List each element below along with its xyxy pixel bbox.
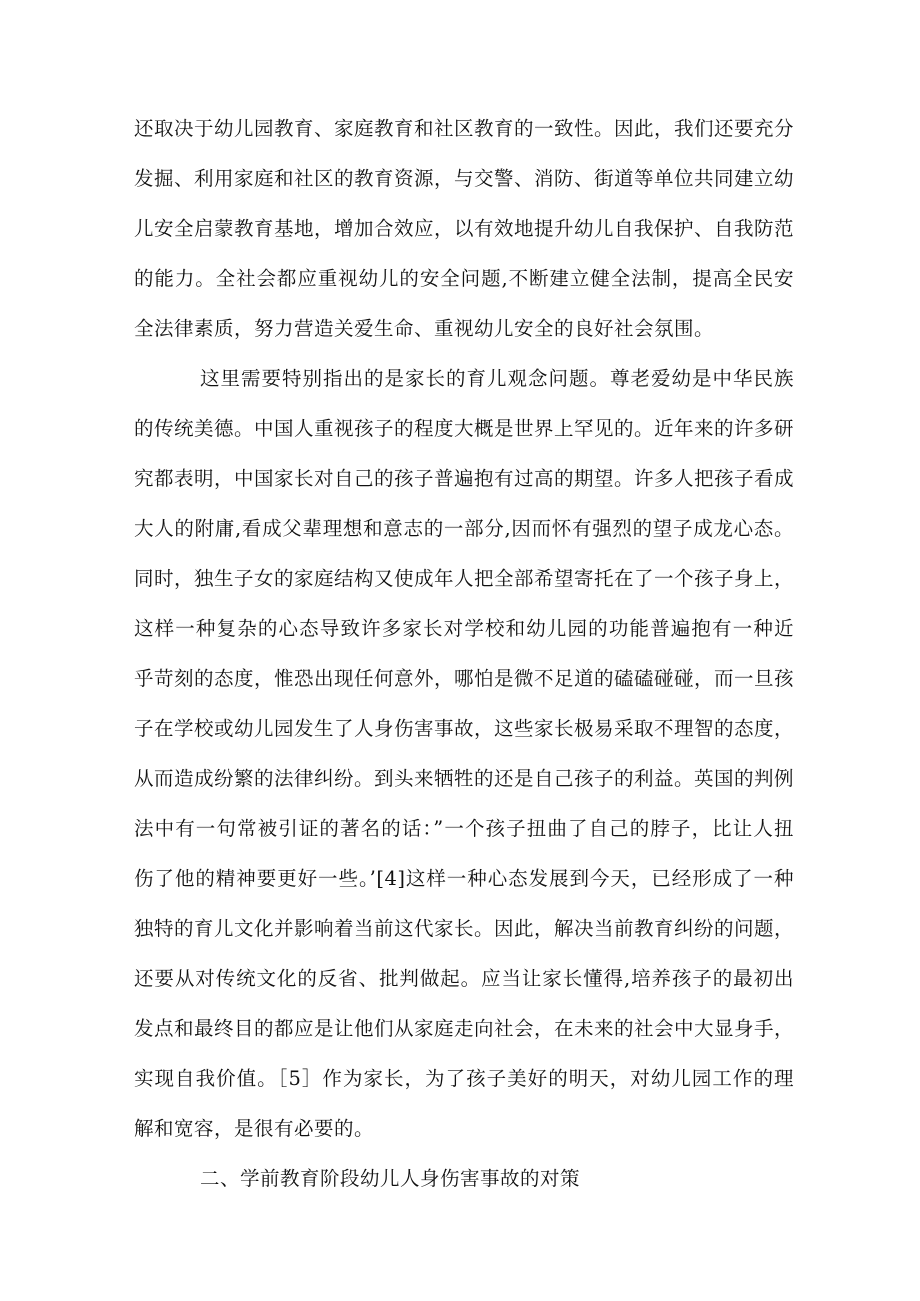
paragraph-line: 这里需要特别指出的是家长的育儿观念问题。尊老爱幼是中华民族: [200, 367, 794, 390]
paragraph-line: 发掘、利用家庭和社区的教育资源，与交警、消防、街道等单位共同建立幼: [134, 167, 795, 190]
paragraph-line: 的能力。全社会都应重视幼儿的安全问题,不断建立健全法制，提高全民安: [134, 267, 794, 290]
paragraph-line: 大人的附庸,看成父辈理想和意志的一部分,因而怀有强烈的望子成龙心态。: [134, 517, 794, 540]
paragraph-line: 伤了他的精神要更好一些。’[4]这样一种心态发展到今天，已经形成了一种: [134, 867, 794, 890]
paragraph-line: 从而造成纷繁的法律纠纷。到头来牺牲的还是自己孩子的利益。英国的判例: [134, 767, 795, 790]
paragraph-line: 同时，独生子女的家庭结构又使成年人把全部希望寄托在了一个孩子身上，: [134, 567, 795, 590]
paragraph-line: 实现自我价值。［5］作为家长，为了孩子美好的明天，对幼儿园工作的理: [134, 1067, 794, 1090]
paragraph-line: 还取决于幼儿园教育、家庭教育和社区教育的一致性。因此，我们还要充分: [134, 117, 795, 140]
section-heading: 二、学前教育阶段幼儿人身伤害事故的对策: [200, 1167, 581, 1190]
paragraph-line: 还要从对传统文化的反省、批判做起。应当让家长懂得,培养孩子的最初出: [134, 967, 794, 990]
paragraph-line: 究都表明，中国家长对自己的孩子普遍抱有过高的期望。许多人把孩子看成: [134, 467, 795, 490]
paragraph-line: 发点和最终目的都应是让他们从家庭走向社会，在未来的社会中大显身手，: [134, 1017, 795, 1040]
paragraph-line: 儿安全启蒙教育基地，增加合效应，以有效地提升幼儿自我保护、自我防范: [134, 217, 795, 240]
paragraph-line: 全法律素质，努力营造关爱生命、重视幼儿安全的良好社会氛围。: [134, 317, 715, 340]
paragraph-line: 子在学校或幼儿园发生了人身伤害事故，这些家长极易采取不理智的态度，: [134, 717, 795, 740]
paragraph-line: 乎苛刻的态度，惟恐出现任何意外，哪怕是微不足道的磕磕碰碰，而一旦孩: [134, 667, 795, 690]
paragraph-line: 法中有一句常被引证的著名的话：”一个孩子扭曲了自己的脖子，比让人扭: [134, 817, 794, 840]
paragraph-line: 的传统美德。中国人重视孩子的程度大概是世界上罕见的。近年来的许多研: [134, 417, 795, 440]
paragraph-line: 解和宽容，是很有必要的。: [134, 1117, 375, 1140]
paragraph-line: 这样一种复杂的心态导致许多家长对学校和幼儿园的功能普遍抱有一种近: [134, 617, 794, 640]
paragraph-line: 独特的育儿文化并影响着当前这代家长。因此，解决当前教育纠纷的问题，: [134, 917, 795, 940]
